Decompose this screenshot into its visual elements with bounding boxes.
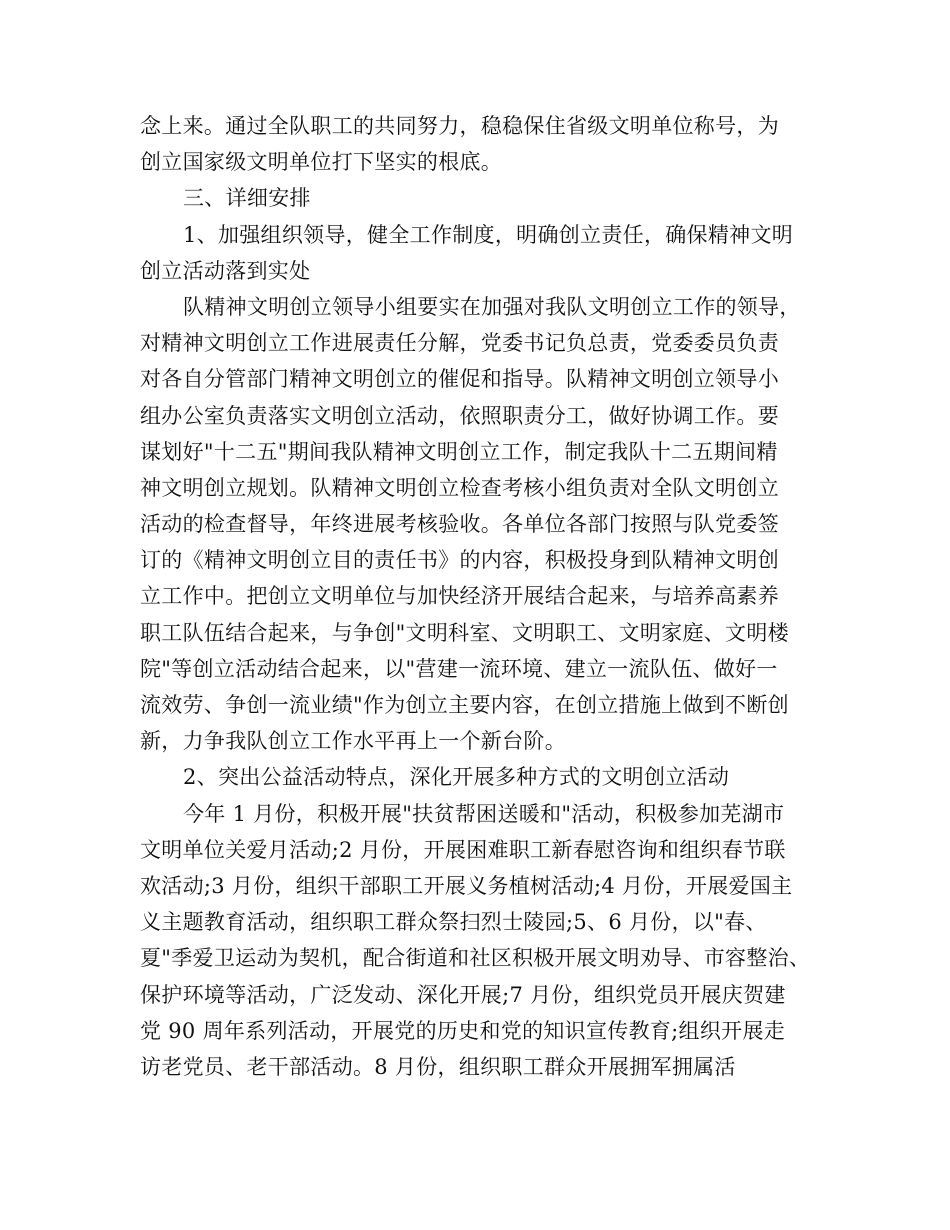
text-line: 职工队伍结合起来，与争创"文明科室、文明职工、文明家庭、文明楼 — [140, 620, 789, 645]
text-line: 神文明创立规划。队精神文明创立检查考核小组负责对全队文明创立 — [140, 475, 779, 500]
text-line: 义主题教育活动，组织职工群众祭扫烈士陵园;5、6 月份，以"春、 — [140, 910, 767, 935]
text-line: 对精神文明创立工作进展责任分解，党委书记负总责，党委委员负责 — [140, 331, 779, 356]
text-line: 订的《精神文明创立目的责任书》的内容，积极投身到队精神文明创 — [140, 548, 779, 573]
text-line: 欢活动;3 月份，组织干部职工开展义务植树活动;4 月份，开展爱国主 — [140, 873, 793, 898]
text-line: 谋划好"十二五"期间我队精神文明创立工作，制定我队十二五期间精 — [140, 439, 778, 464]
text-line: 念上来。通过全队职工的共同努力，稳稳保住省级文明单位称号，为 — [140, 114, 779, 138]
subsection-heading-cont: 创立活动落到实处 — [140, 258, 311, 283]
text-line: 活动的检查督导，年终进展考核验收。各单位各部门按照与队党委签 — [140, 512, 779, 537]
section-heading: 三、详细安排 — [183, 186, 311, 211]
text-line: 对各自分管部门精神文明创立的催促和指导。队精神文明创立领导小 — [140, 367, 779, 392]
text-line: 新，力争我队创立工作水平再上一个新台阶。 — [140, 729, 566, 754]
text-line: 夏"季爱卫运动为契机，配合街道和社区积极开展文明劝导、市容整治、 — [140, 946, 811, 971]
text-line: 访老党员、老干部活动。8 月份，组织职工群众开展拥军拥属活 — [140, 1054, 736, 1079]
text-line: 创立国家级文明单位打下坚实的根底。 — [140, 150, 503, 175]
document-page — [140, 108, 824, 1085]
text-line: 文明单位关爱月活动;2 月份，开展困难职工新春慰咨询和组织春节联 — [140, 837, 786, 862]
paragraph-start: 队精神文明创立领导小组要实在加强对我队文明创立工作的领导， — [183, 294, 801, 319]
subsection-heading: 1、加强组织领导，健全工作制度，明确创立责任，确保精神文明 — [183, 222, 794, 247]
text-line: 组办公室负责落实文明创立活动，依照职责分工，做好协调工作。要 — [140, 403, 779, 428]
text-line: 保护环境等活动，广泛发动、深化开展;7 月份，组织党员开展庆贺建 — [140, 982, 786, 1007]
text-line: 流效劳、争创一流业绩"作为创立主要内容，在创立措施上做到不断创 — [140, 693, 789, 717]
text-line: 党 90 周年系列活动，开展党的历史和党的知识宣传教育;组织开展走 — [140, 1018, 786, 1043]
paragraph-start: 今年 1 月份，积极开展"扶贫帮困送暖和"活动，积极参加芜湖市 — [183, 801, 785, 826]
text-line: 立工作中。把创立文明单位与加快经济开展结合起来，与培养高素养 — [140, 584, 779, 609]
subsection-heading: 2、突出公益活动特点，深化开展多种方式的文明创立活动 — [183, 765, 730, 790]
text-line: 院"等创立活动结合起来，以"营建一流环境、建立一流队伍、做好一 — [140, 656, 778, 681]
